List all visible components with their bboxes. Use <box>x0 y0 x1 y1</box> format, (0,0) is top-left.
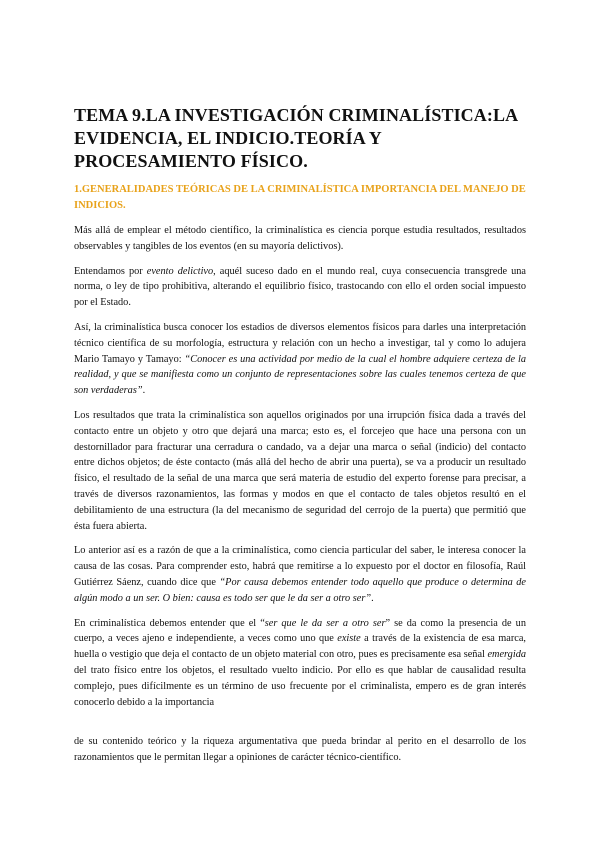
paragraph-1: Más allá de emplear el método científico, la criminalística es ciencia porque estudia resultados, resultados observables y tangibles de los eventos (en su mayoría delictivos). <box>74 225 526 252</box>
section-heading: 1.GENERALIDADES TEÓRICAS DE LA CRIMINALÍSTICA IMPORTANCIA DEL MANEJO DE INDICIOS. <box>74 184 526 211</box>
paragraph-4: Los resultados que trata la criminalística son aquellos originados por una irrupción física dada a través del contacto entre un objeto y otro que dejará una marca; esto es, el forcejeo que hace una persona con un destornillador para fracturar una cerradura o candado, va a dejar una marca o señal (indicio) del contacto entre dichos objetos; de éste contacto (más allá del hecho de abrir una puerta), se va a producir un resultado físico, el resultado de la señal de una marca que será materia de estudio del experto forense para precisar, a través de diversos razonamientos, las formas y modos en que el contacto de tales objetos resultó en el debilitamiento de una estructura (la del mecanismo de seguridad del cerrojo de la puerta) que permitió que ésta fuera abierta. <box>74 409 526 532</box>
paragraph-6 <box>74 616 526 711</box>
paragraph-text: . <box>142 385 146 397</box>
paragraph-text: a través de la existencia de esa marca, huella o vestigio que deja el contacto de un objeto material con otro, pues es precisamente esa señal <box>74 633 526 661</box>
paragraph-text: . <box>371 592 374 604</box>
italic-term: evento delictivo <box>146 265 214 277</box>
document-body <box>74 223 526 719</box>
paragraph-text: Así, la criminalística busca conocer los estadios de diversos elementos físicos para darles una interpretación técnico científica de su morfología, estructura y relación con un hecho a investigar, tal y como lo adujera Mario Tamayo y Tamayo: <box>74 321 526 365</box>
paragraph-7: de su contenido teórico y la riqueza argumentativa que pueda brindar al perito en el desarrollo de los razonamientos que le permitan llegar a opiniones de carácter técnico-científico. <box>74 736 526 763</box>
paragraph-text: del trato físico entre los objetos, el resultado vuelto indicio. Por ello es que hablar de causalidad resulta complejo, pues difícilmente es un término de uso frecuente por el criminalista, empero es de gran interés conocerlo debido a la importancia <box>74 664 526 708</box>
paragraph-text: En criminalística debemos entender que el “ <box>74 617 265 629</box>
italic-term: existe <box>337 633 361 645</box>
paragraph-text: Entendamos por <box>74 265 147 277</box>
italic-term: emergida <box>487 649 526 661</box>
paragraph-3 <box>74 320 526 399</box>
paragraph-text: , aquél suceso dado en el mundo real, cuya consecuencia transgrede una norma, o ley de tipo prohibitiva, alterando el equilibrio físico, trastocando con ello el orden social impuesto por el Estado. <box>74 265 527 309</box>
italic-quote: “Conocer es una actividad por medio de la cual el hombre adquiere certeza de la realidad, y que se manifiesta como un conjunto de representaciones sobre las cuales tenemos certeza de que son verdaderas” <box>74 353 526 397</box>
paragraph-text: ” se da como la presencia de un cuerpo, a veces ajeno e independiente, a veces como uno que <box>74 617 526 645</box>
document-title: TEMA 9.LA INVESTIGACIÓN CRIMINALÍSTICA:LA EVIDENCIA, EL INDICIO.TEORÍA Y PROCESAMIENTO FÍSICO. <box>74 105 518 171</box>
italic-quote: “Por causa debemos entender todo aquello que produce o determina de algún modo a un ser. O bien: causa es todo ser que le da ser a otro ser” <box>74 576 526 604</box>
document-body-continued <box>74 734 526 766</box>
paragraph-5 <box>74 543 526 606</box>
paragraph-2 <box>74 264 526 311</box>
italic-term: ser que le da ser a otro ser <box>264 617 386 629</box>
paragraph-text: Lo anterior así es a razón de que a la criminalística, como ciencia particular del saber, le interesa conocer la causa de las cosas. Para comprender esto, habrá que remitirse a lo expuesto por el doctor en filosofía, Raúl Gutiérrez Sáenz, cuando dice que <box>74 545 526 588</box>
